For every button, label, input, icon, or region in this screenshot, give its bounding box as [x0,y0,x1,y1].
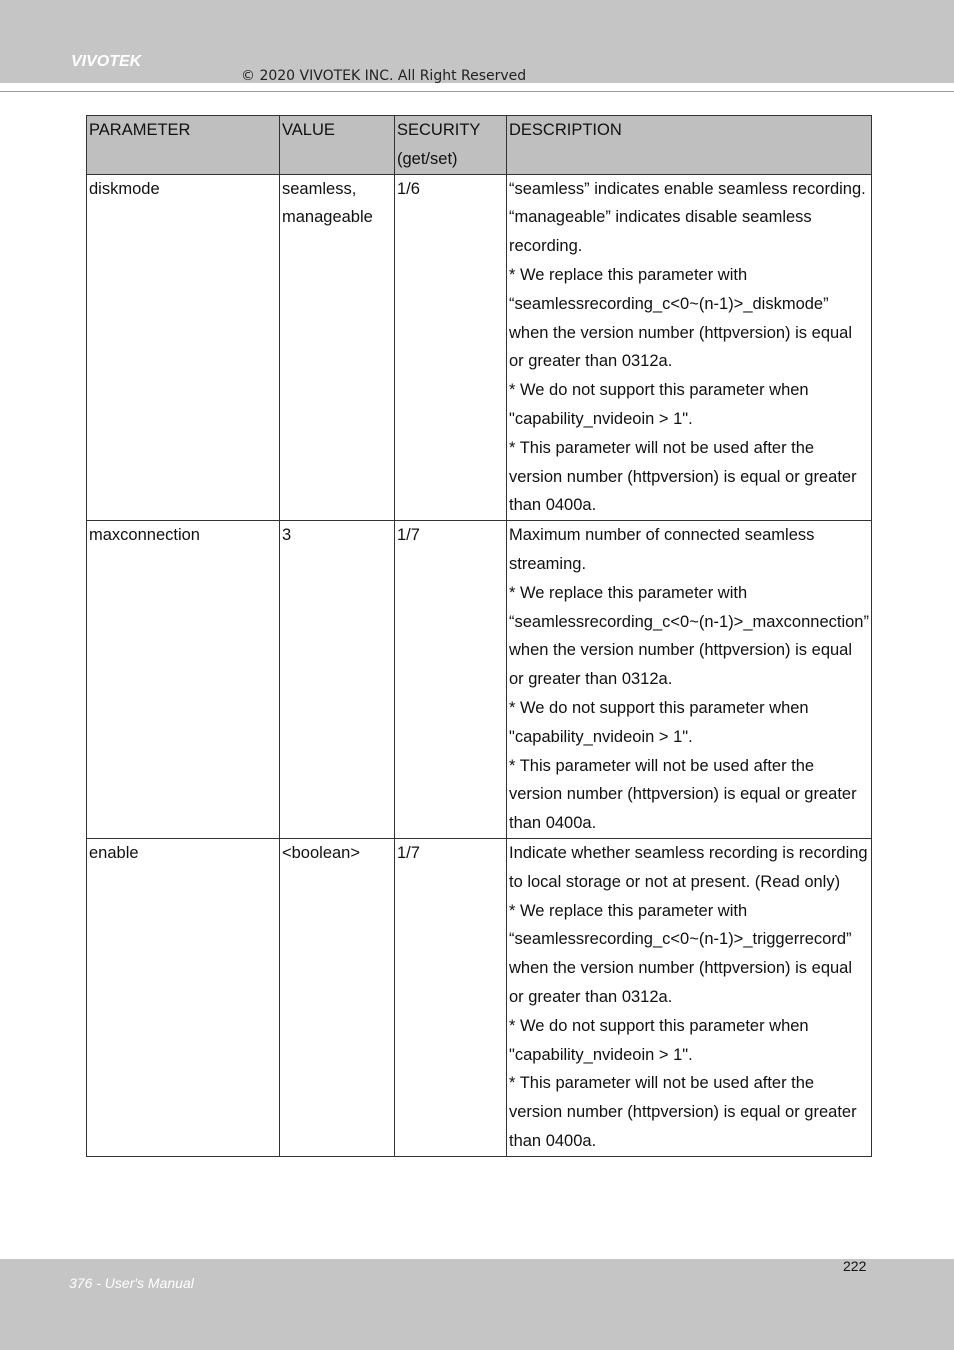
value-cell: 3 [280,521,395,839]
description-line: * We do not support this parameter when "capability_nvideoin > 1". [509,1016,809,1064]
manual-label: 376 - User's Manual [69,1275,194,1291]
column-header-value: VALUE [280,116,395,175]
description-line: * We replace this parameter with “seamlessrecording_c<0~(n-1)>_triggerrecord” when the version number (httpversion) is equal or greater than 0312a. [509,901,853,1006]
page-number: 222 [843,1258,867,1274]
description-cell [507,174,872,521]
description-line: * We replace this parameter with “seamlessrecording_c<0~(n-1)>_diskmode” when the version number (httpversion) is equal or greater than 0312a. [509,265,853,371]
description-line: * We do not support this parameter when "capability_nvideoin > 1". [509,381,809,428]
page-header [0,0,954,83]
description-line: * We do not support this parameter when "capability_nvideoin > 1". [509,698,809,746]
parameter-cell: enable [87,838,280,1156]
description-cell [507,521,872,839]
copyright-notice: © 2020 VIVOTEK INC. All Right Reserved [241,68,527,84]
description-line: * This parameter will not be used after the version number (httpversion) is equal or greater than 0400a. [509,438,857,515]
table-row [87,838,872,1156]
parameter-table [86,115,872,1157]
brand-logo: VIVOTEK [71,53,142,70]
description-line: Indicate whether seamless recording is recording to local storage or not at present. (Read only) [509,843,868,891]
table-row [87,521,872,839]
security-cell: 1/7 [395,838,507,1156]
description-line: * This parameter will not be used after the version number (httpversion) is equal or greater than 0400a. [509,756,857,833]
parameter-cell: maxconnection [87,521,280,839]
value-cell: <boolean> [280,838,395,1156]
header-divider [0,91,954,92]
page-footer [0,1259,954,1350]
value-cell: seamless, manageable [280,174,395,521]
description-line: * We replace this parameter with “seamlessrecording_c<0~(n-1)>_maxconnection” when the version number (httpversion) is equal or greater than 0312a. [509,583,869,689]
column-header-description: DESCRIPTION [507,116,872,175]
description-line: Maximum number of connected seamless streaming. [509,526,815,573]
parameter-cell: diskmode [87,174,280,521]
description-line: “seamless” indicates enable seamless recording. [509,179,866,198]
description-line: * This parameter will not be used after the version number (httpversion) is equal or greater than 0400a. [509,1074,857,1150]
security-cell: 1/7 [395,521,507,839]
description-cell [507,838,872,1156]
table-header-row [87,116,872,175]
security-cell: 1/6 [395,174,507,521]
table-row [87,174,872,521]
description-line: “manageable” indicates disable seamless recording. [509,208,812,256]
column-header-security: SECURITY (get/set) [395,116,507,175]
column-header-parameter: PARAMETER [87,116,280,175]
